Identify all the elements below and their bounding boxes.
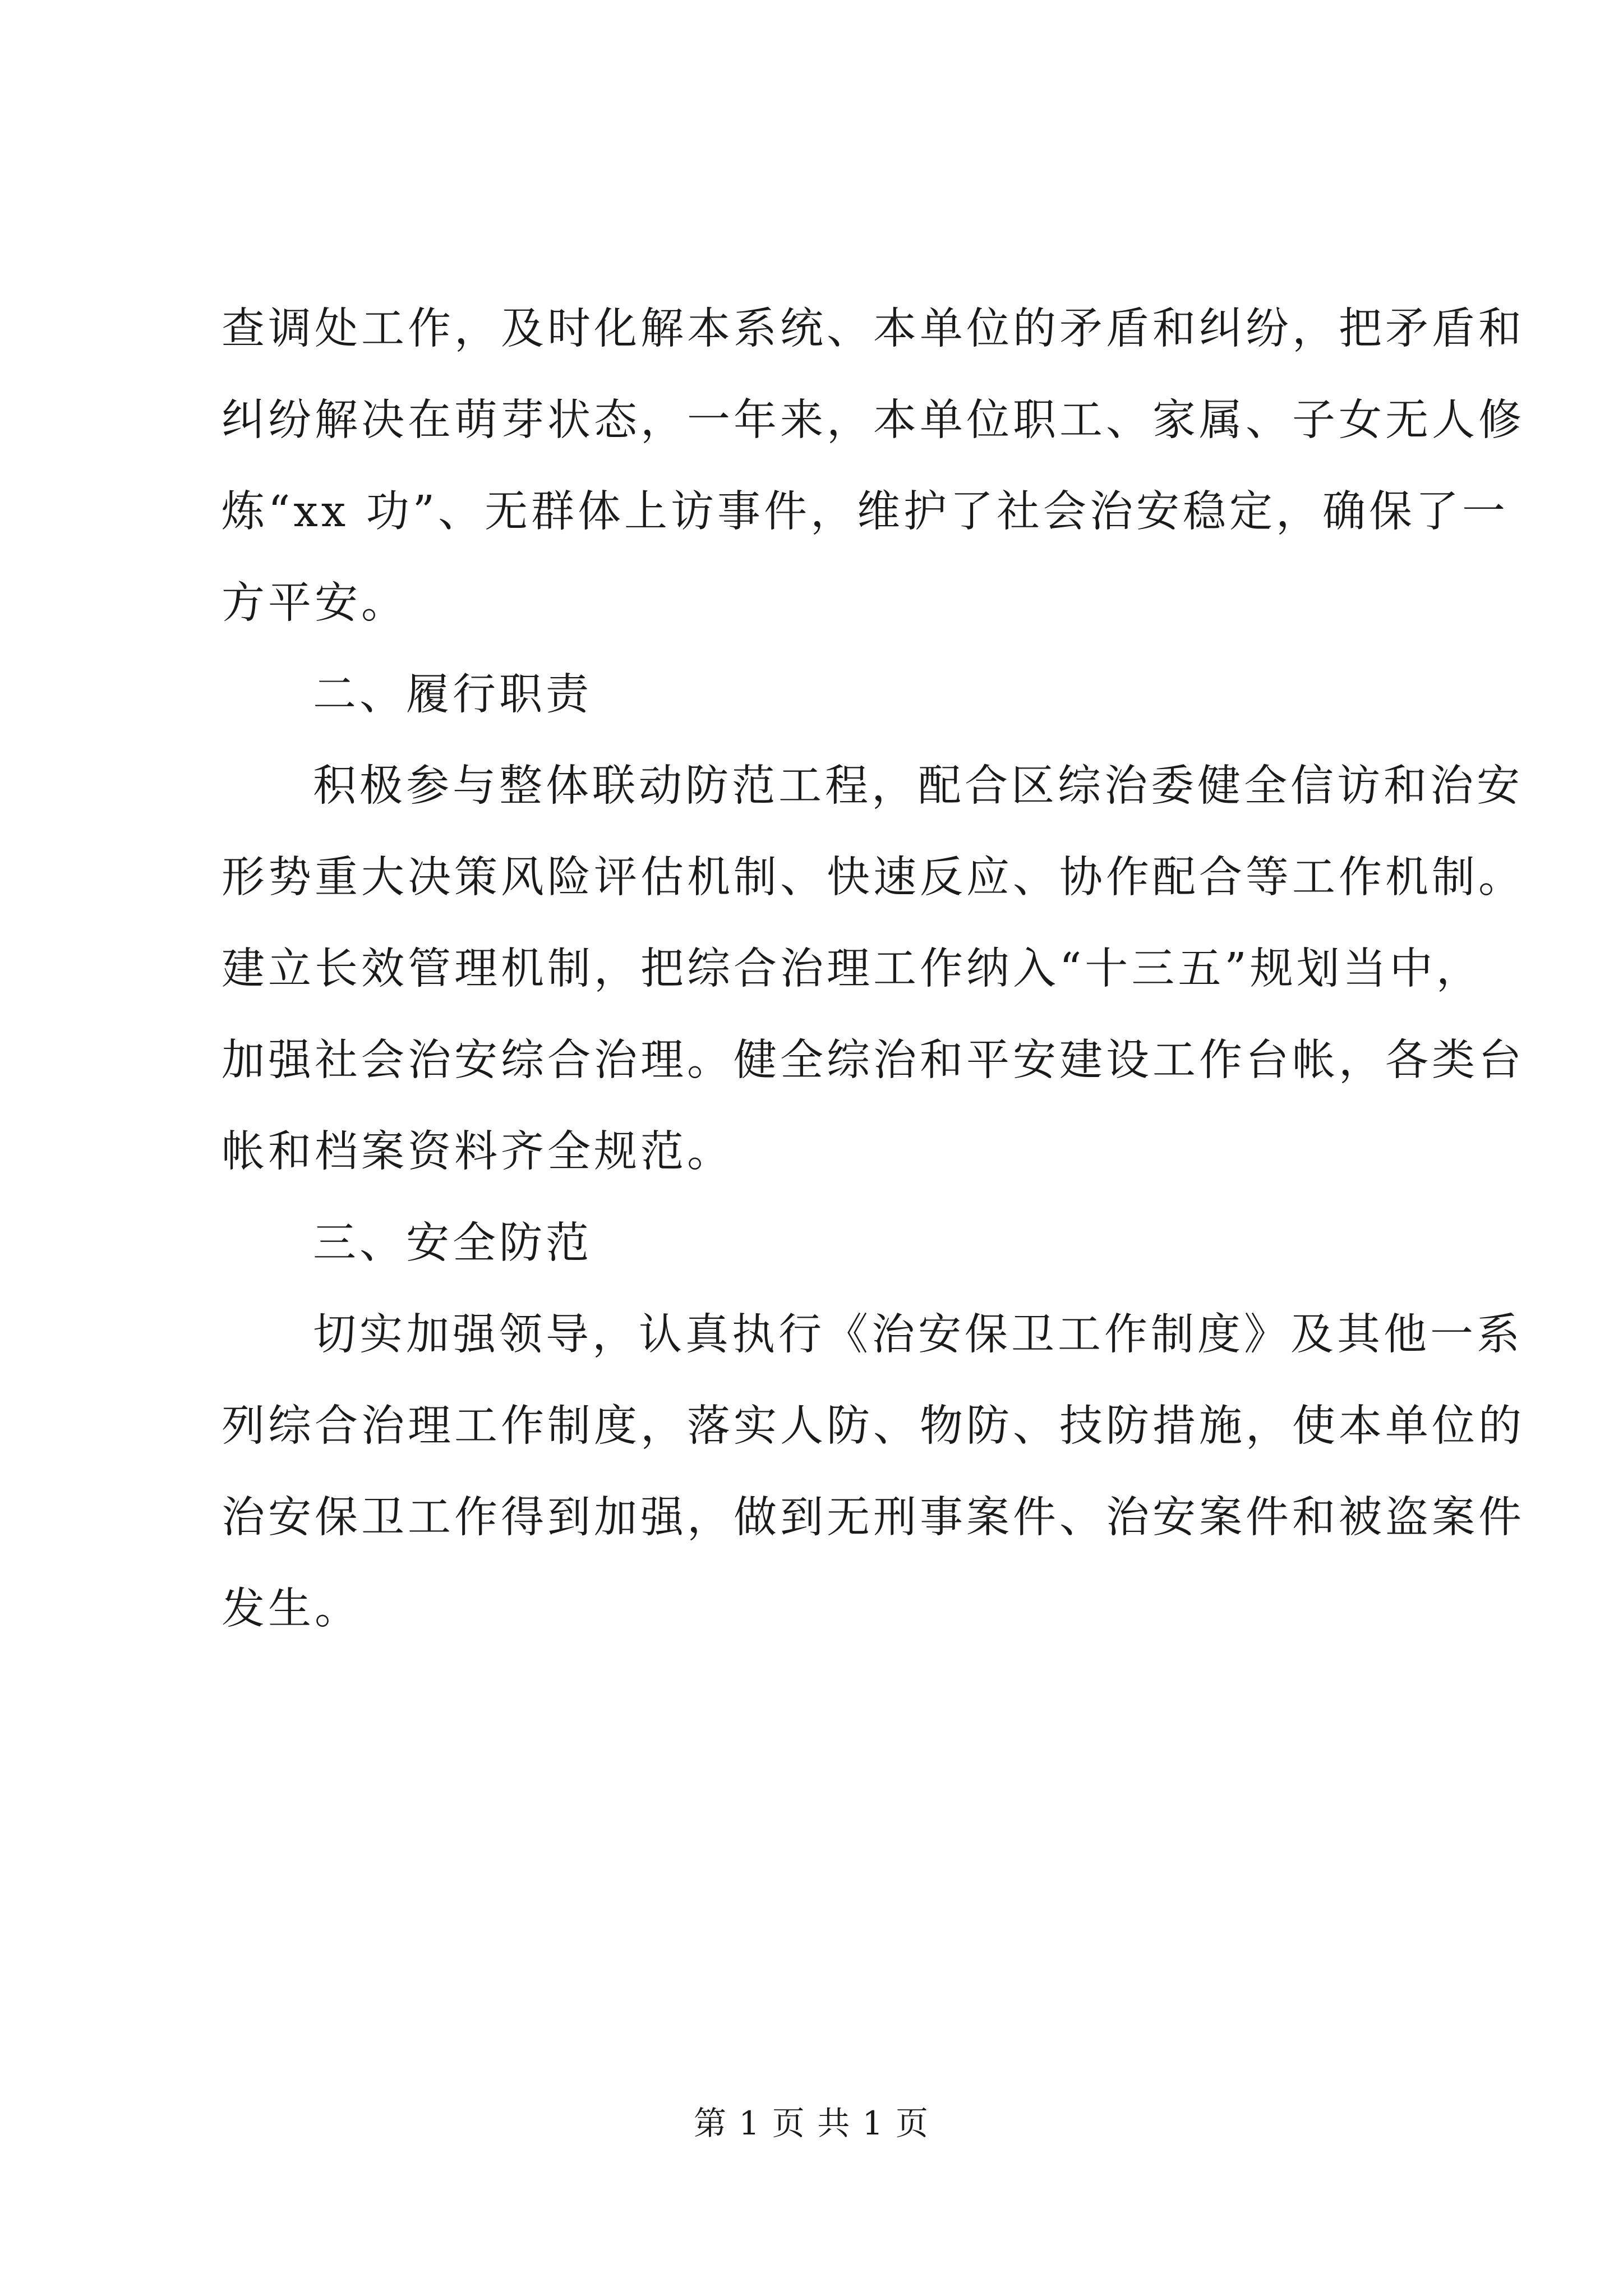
document-body <box>222 283 1525 1655</box>
page-number: 第 1 页 共 1 页 <box>694 2104 929 2142</box>
paragraph-line: 查调处工作，及时化解本系统、本单位的矛盾和纠纷，把矛盾和 <box>222 304 1525 354</box>
paragraph-line: 建立长效管理机制，把综合治理工作纳入“十三五”规划当中， <box>222 944 1483 994</box>
paragraph-1 <box>222 283 1525 649</box>
paragraph-line: 发生。 <box>222 1584 361 1634</box>
paragraph-line: 加强社会治安综合治理。健全综治和平安建设工作台帐，各类台 <box>222 1036 1525 1085</box>
paragraph-3 <box>222 1289 1525 1655</box>
section-heading-duties: 二、履行职责 <box>313 670 592 720</box>
paragraph-line: 纠纷解决在萌芽状态，一年来，本单位职工、家属、子女无人修 <box>222 395 1525 445</box>
paragraph-line: 帐和档案资料齐全规范。 <box>222 1127 734 1177</box>
paragraph-line: 方平安。 <box>222 578 408 628</box>
paragraph-line: 形势重大决策风险评估机制、快速反应、协作配合等工作机制。 <box>222 853 1525 903</box>
paragraph-2 <box>222 740 1525 1198</box>
section-heading-security: 三、安全防范 <box>313 1218 592 1268</box>
page-footer <box>0 2101 1623 2146</box>
paragraph-line: 列综合治理工作制度，落实人防、物防、技防措施，使本单位的 <box>222 1401 1525 1451</box>
paragraph-line: 炼“xx 功”、无群体上访事件，维护了社会治安稳定，确保了一 <box>222 487 1509 537</box>
paragraph-line: 切实加强领导，认真执行《治安保卫工作制度》及其他一系 <box>313 1310 1523 1360</box>
paragraph-line: 治安保卫工作得到加强，做到无刑事案件、治安案件和被盗案件 <box>222 1493 1525 1543</box>
paragraph-line: 积极参与整体联动防范工程，配合区综治委健全信访和治安 <box>313 761 1523 811</box>
